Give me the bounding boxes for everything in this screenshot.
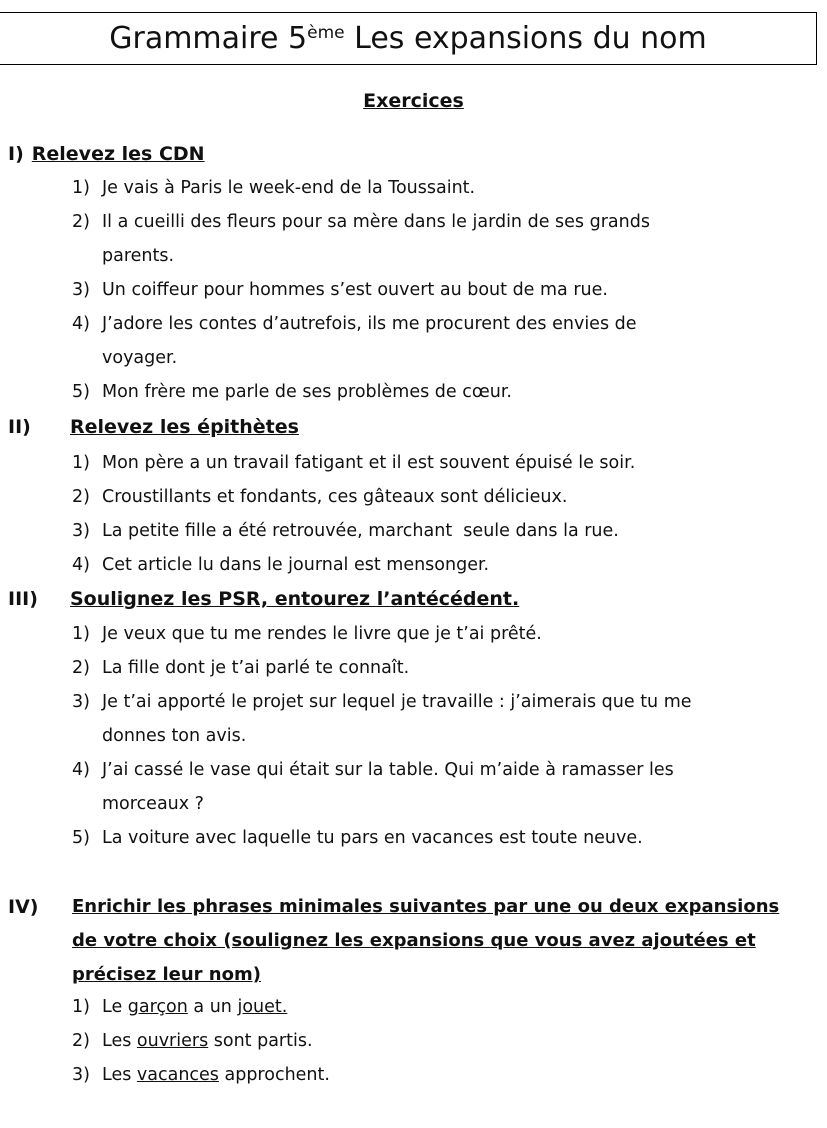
item-text: La fille dont je t’ai parlé te connaît. (102, 658, 410, 678)
list-item (72, 375, 512, 409)
item-number: 5) (72, 382, 90, 402)
item-number: 1) (72, 178, 90, 198)
item-number: 2) (72, 1031, 90, 1051)
list-item (72, 446, 635, 480)
item-continuation: parents. (102, 246, 175, 266)
item-text: J’ai cassé le vase qui était sur la table. Qui m’aide à ramasser les (102, 760, 674, 780)
item-text: Cet article lu dans le journal est mensonger. (102, 555, 490, 575)
section-3-heading (8, 588, 520, 610)
item-text: Croustillants et fondants, ces gâteaux sont délicieux. (102, 487, 568, 507)
underlined-noun: vacances (136, 1065, 219, 1085)
list-item (72, 514, 619, 548)
item-number: 5) (72, 828, 90, 848)
list-item (72, 753, 674, 787)
section-4-heading-line-1: Enrichir les phrases minimales suivantes par une ou deux expansions (72, 896, 780, 917)
list-item (72, 480, 567, 514)
subtitle: Exercices (363, 90, 464, 112)
section-3-number: III) (8, 588, 38, 610)
item-number: 1) (72, 997, 90, 1017)
item-continuation: donnes ton avis. (102, 726, 247, 746)
section-2-heading (8, 416, 299, 438)
item-number: 4) (72, 555, 90, 575)
item-text: La petite fille a été retrouvée, marchant seule dans la rue. (102, 521, 619, 541)
list-item (72, 685, 692, 719)
item-text: Les (102, 1065, 137, 1085)
section-2-number: II) (8, 416, 31, 438)
title-superscript: ème (307, 22, 345, 43)
item-text: approchent. (218, 1065, 330, 1085)
item-number: 2) (72, 212, 90, 232)
item-text: J’adore les contes d’autrefois, ils me procurent des envies de (102, 314, 637, 334)
item-number: 1) (72, 453, 90, 473)
list-item (72, 990, 287, 1024)
item-continuation: voyager. (102, 348, 178, 368)
section-2-label: Relevez les épithètes (70, 416, 299, 438)
item-number: 3) (72, 692, 90, 712)
item-text: Un coiffeur pour hommes s’est ouvert au bout de ma rue. (102, 280, 608, 300)
item-text: Les (102, 1031, 137, 1051)
title-suffix: Les expansions du nom (344, 21, 707, 56)
item-text: Mon frère me parle de ses problèmes de cœur. (102, 382, 512, 402)
item-number: 3) (72, 521, 90, 541)
list-item (72, 171, 475, 205)
item-number: 3) (72, 1065, 90, 1085)
section-4-heading-line-2: de votre choix (soulignez les expansions que vous avez ajoutées et (72, 930, 756, 951)
list-item (72, 821, 643, 855)
item-text: Mon père a un travail fatigant et il est souvent épuisé le soir. (102, 453, 636, 473)
list-item (72, 1058, 330, 1092)
list-item (72, 651, 409, 685)
list-item (72, 617, 542, 651)
item-number: 4) (72, 760, 90, 780)
title-prefix: Grammaire 5 (109, 21, 308, 56)
page-title (0, 12, 817, 65)
section-3-label: Soulignez les PSR, entourez l’antécédent. (70, 588, 520, 610)
list-item (72, 548, 489, 582)
item-number: 2) (72, 487, 90, 507)
item-continuation: morceaux ? (102, 794, 204, 814)
list-item (72, 273, 608, 307)
item-text: a un (187, 997, 238, 1017)
item-text: Je vais à Paris le week-end de la Toussaint. (102, 178, 476, 198)
item-text: Le (102, 997, 128, 1017)
section-4-heading-line-3: précisez leur nom) (72, 964, 261, 985)
item-text: Il a cueilli des fleurs pour sa mère dans le jardin de ses grands (102, 212, 650, 232)
item-text: Je t’ai apporté le projet sur lequel je travaille : j’aimerais que tu me (102, 692, 692, 712)
item-text: La voiture avec laquelle tu pars en vacances est toute neuve. (102, 828, 643, 848)
item-number: 1) (72, 624, 90, 644)
section-1-heading (8, 143, 205, 165)
underlined-noun: garçon (127, 997, 188, 1017)
underlined-noun: jouet. (237, 997, 288, 1017)
section-4-number: IV) (8, 896, 39, 918)
item-number: 2) (72, 658, 90, 678)
section-1-number: I) (8, 143, 24, 165)
underlined-noun: ouvriers (136, 1031, 209, 1051)
list-item (72, 307, 637, 341)
list-item (72, 1024, 313, 1058)
item-text: sont partis. (208, 1031, 313, 1051)
section-1-label: Relevez les CDN (31, 143, 205, 165)
item-number: 4) (72, 314, 90, 334)
item-number: 3) (72, 280, 90, 300)
list-item (72, 205, 650, 239)
item-text: Je veux que tu me rendes le livre que je t’ai prêté. (102, 624, 542, 644)
